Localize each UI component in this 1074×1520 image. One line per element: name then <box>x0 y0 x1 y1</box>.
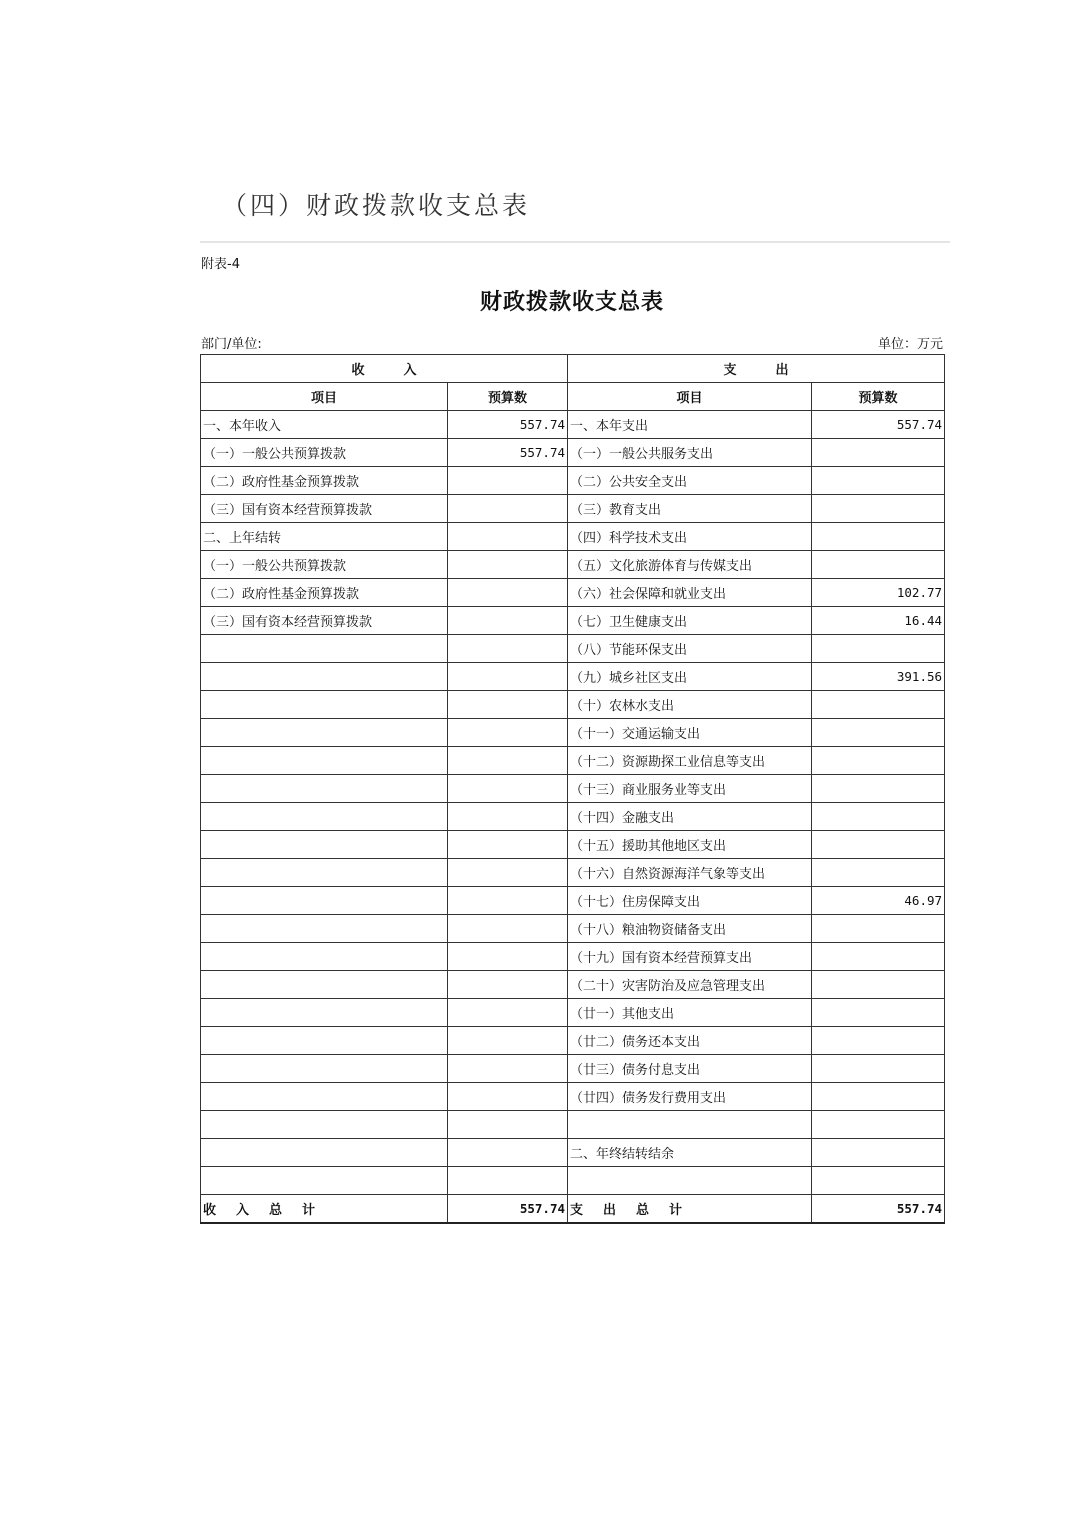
income-budget-cell <box>448 831 568 859</box>
department-label: 部门/单位: <box>201 337 262 352</box>
header-row-columns <box>201 383 945 411</box>
expense-item-cell: （六）社会保障和就业支出 <box>568 579 812 607</box>
table-row <box>201 1167 945 1195</box>
expense-budget-cell <box>812 467 945 495</box>
table-row <box>201 635 945 663</box>
income-item-cell: （二）政府性基金预算拨款 <box>201 467 448 495</box>
header-row-sections <box>201 355 945 383</box>
income-budget-cell <box>448 1111 568 1139</box>
table-row <box>201 803 945 831</box>
income-item-cell <box>201 943 448 971</box>
expense-budget-cell <box>812 831 945 859</box>
expense-item-cell: 二、年终结转结余 <box>568 1139 812 1167</box>
income-item-cell <box>201 775 448 803</box>
income-budget-cell <box>448 775 568 803</box>
expense-budget-cell <box>812 915 945 943</box>
table-row <box>201 943 945 971</box>
income-item-cell: （一）一般公共预算拨款 <box>201 551 448 579</box>
expense-budget-cell <box>812 1027 945 1055</box>
table-row <box>201 439 945 467</box>
income-budget-cell <box>448 859 568 887</box>
expense-budget-cell <box>812 775 945 803</box>
expense-budget-cell <box>812 971 945 999</box>
expense-budget-cell <box>812 747 945 775</box>
table-row <box>201 1055 945 1083</box>
income-item-cell: （三）国有资本经营预算拨款 <box>201 607 448 635</box>
income-item-cell: 一、本年收入 <box>201 411 448 439</box>
income-item-cell <box>201 803 448 831</box>
table-row <box>201 691 945 719</box>
income-budget-cell <box>448 1055 568 1083</box>
expense-item-cell: （十五）援助其他地区支出 <box>568 831 812 859</box>
income-item-cell <box>201 719 448 747</box>
income-item-cell <box>201 663 448 691</box>
expense-budget-cell: 391.56 <box>812 663 945 691</box>
income-budget-cell <box>448 495 568 523</box>
table-row <box>201 719 945 747</box>
income-item-cell <box>201 1167 448 1195</box>
table-row <box>201 551 945 579</box>
expense-item-cell: （廿一）其他支出 <box>568 999 812 1027</box>
expense-item-cell <box>568 1167 812 1195</box>
table-row <box>201 859 945 887</box>
table-row <box>201 915 945 943</box>
expense-item-cell: （二）公共安全支出 <box>568 467 812 495</box>
expense-budget-cell <box>812 1111 945 1139</box>
income-item-cell <box>201 1111 448 1139</box>
income-budget-cell <box>448 635 568 663</box>
expense-item-cell <box>568 1111 812 1139</box>
table-row <box>201 971 945 999</box>
income-item-cell <box>201 999 448 1027</box>
income-item-cell: （一）一般公共预算拨款 <box>201 439 448 467</box>
expense-item-cell: （十三）商业服务业等支出 <box>568 775 812 803</box>
income-item-cell <box>201 691 448 719</box>
expense-item-cell: （二十）灾害防治及应急管理支出 <box>568 971 812 999</box>
table-row <box>201 663 945 691</box>
table-row <box>201 579 945 607</box>
income-budget-cell <box>448 523 568 551</box>
expense-budget-cell <box>812 1083 945 1111</box>
income-item-cell <box>201 971 448 999</box>
expense-item-cell: （十四）金融支出 <box>568 803 812 831</box>
section-heading: （四）财政拨款收支总表 <box>222 191 531 220</box>
income-budget-cell <box>448 663 568 691</box>
table-title: 财政拨款收支总表 <box>479 289 664 315</box>
income-item-cell: 二、上年结转 <box>201 523 448 551</box>
annex-label: 附表-4 <box>201 257 240 272</box>
expense-item-cell: （廿三）债务付息支出 <box>568 1055 812 1083</box>
expense-item-cell: 一、本年支出 <box>568 411 812 439</box>
expense-total-label: 支出总计 <box>568 1195 812 1223</box>
income-item-cell <box>201 1083 448 1111</box>
income-budget-cell <box>448 1027 568 1055</box>
expense-budget-cell: 102.77 <box>812 579 945 607</box>
income-budget-cell <box>448 915 568 943</box>
expense-budget-header: 预算数 <box>812 383 945 411</box>
table-row <box>201 1027 945 1055</box>
income-budget-cell <box>448 747 568 775</box>
table-row <box>201 999 945 1027</box>
table-row <box>201 887 945 915</box>
expense-budget-cell <box>812 859 945 887</box>
expense-item-cell: （十八）粮油物资储备支出 <box>568 915 812 943</box>
expense-item-cell: （十七）住房保障支出 <box>568 887 812 915</box>
expense-budget-cell: 46.97 <box>812 887 945 915</box>
income-item-cell <box>201 635 448 663</box>
income-item-cell <box>201 1139 448 1167</box>
income-budget-cell <box>448 1139 568 1167</box>
table-row <box>201 495 945 523</box>
income-item-cell <box>201 1027 448 1055</box>
income-total-value: 557.74 <box>448 1195 568 1223</box>
income-item-cell <box>201 831 448 859</box>
income-budget-header: 预算数 <box>448 383 568 411</box>
expense-budget-cell <box>812 1139 945 1167</box>
expense-item-cell: （五）文化旅游体育与传媒支出 <box>568 551 812 579</box>
total-row <box>201 1195 945 1223</box>
expense-budget-cell <box>812 439 945 467</box>
expense-item-cell: （廿四）债务发行费用支出 <box>568 1083 812 1111</box>
expense-item-header: 项目 <box>568 383 812 411</box>
expense-budget-cell <box>812 523 945 551</box>
income-budget-cell <box>448 943 568 971</box>
budget-table <box>200 354 945 1224</box>
income-budget-cell: 557.74 <box>448 439 568 467</box>
income-budget-cell <box>448 1083 568 1111</box>
income-budget-cell <box>448 691 568 719</box>
income-item-cell <box>201 915 448 943</box>
expense-header: 支 出 <box>568 355 945 383</box>
income-item-cell <box>201 747 448 775</box>
expense-budget-cell <box>812 999 945 1027</box>
expense-budget-cell <box>812 719 945 747</box>
income-budget-cell <box>448 1167 568 1195</box>
table-row <box>201 467 945 495</box>
expense-item-cell: （十二）资源勘探工业信息等支出 <box>568 747 812 775</box>
table-row <box>201 411 945 439</box>
table-row <box>201 747 945 775</box>
expense-budget-cell <box>812 943 945 971</box>
table-row <box>201 831 945 859</box>
expense-budget-cell <box>812 803 945 831</box>
expense-item-cell: （十一）交通运输支出 <box>568 719 812 747</box>
income-budget-cell <box>448 999 568 1027</box>
expense-item-cell: （十六）自然资源海洋气象等支出 <box>568 859 812 887</box>
expense-budget-cell <box>812 1055 945 1083</box>
income-item-cell <box>201 859 448 887</box>
expense-item-cell: （十）农林水支出 <box>568 691 812 719</box>
income-item-cell: （三）国有资本经营预算拨款 <box>201 495 448 523</box>
expense-budget-cell: 557.74 <box>812 411 945 439</box>
expense-item-cell: （四）科学技术支出 <box>568 523 812 551</box>
income-budget-cell <box>448 579 568 607</box>
income-total-label: 收入总计 <box>201 1195 448 1223</box>
income-budget-cell <box>448 607 568 635</box>
table-row <box>201 1083 945 1111</box>
expense-total-value: 557.74 <box>812 1195 945 1223</box>
income-budget-cell <box>448 971 568 999</box>
unit-label: 单位：万元 <box>877 337 943 352</box>
expense-budget-cell <box>812 635 945 663</box>
table-row <box>201 523 945 551</box>
income-budget-cell <box>448 551 568 579</box>
income-item-cell <box>201 887 448 915</box>
income-budget-cell <box>448 803 568 831</box>
expense-item-cell: （十九）国有资本经营预算支出 <box>568 943 812 971</box>
income-budget-cell <box>448 887 568 915</box>
income-budget-cell: 557.74 <box>448 411 568 439</box>
expense-item-cell: （七）卫生健康支出 <box>568 607 812 635</box>
income-item-header: 项目 <box>201 383 448 411</box>
table-row <box>201 1111 945 1139</box>
expense-item-cell: （三）教育支出 <box>568 495 812 523</box>
income-budget-cell <box>448 467 568 495</box>
expense-budget-cell: 16.44 <box>812 607 945 635</box>
expense-item-cell: （一）一般公共服务支出 <box>568 439 812 467</box>
table-row <box>201 1139 945 1167</box>
income-budget-cell <box>448 719 568 747</box>
income-item-cell: （二）政府性基金预算拨款 <box>201 579 448 607</box>
table-row <box>201 775 945 803</box>
table-row <box>201 607 945 635</box>
expense-item-cell: （八）节能环保支出 <box>568 635 812 663</box>
divider <box>200 241 950 243</box>
expense-budget-cell <box>812 1167 945 1195</box>
expense-budget-cell <box>812 495 945 523</box>
income-item-cell <box>201 1055 448 1083</box>
expense-budget-cell <box>812 551 945 579</box>
income-header: 收 入 <box>201 355 568 383</box>
expense-budget-cell <box>812 691 945 719</box>
expense-item-cell: （九）城乡社区支出 <box>568 663 812 691</box>
expense-item-cell: （廿二）债务还本支出 <box>568 1027 812 1055</box>
